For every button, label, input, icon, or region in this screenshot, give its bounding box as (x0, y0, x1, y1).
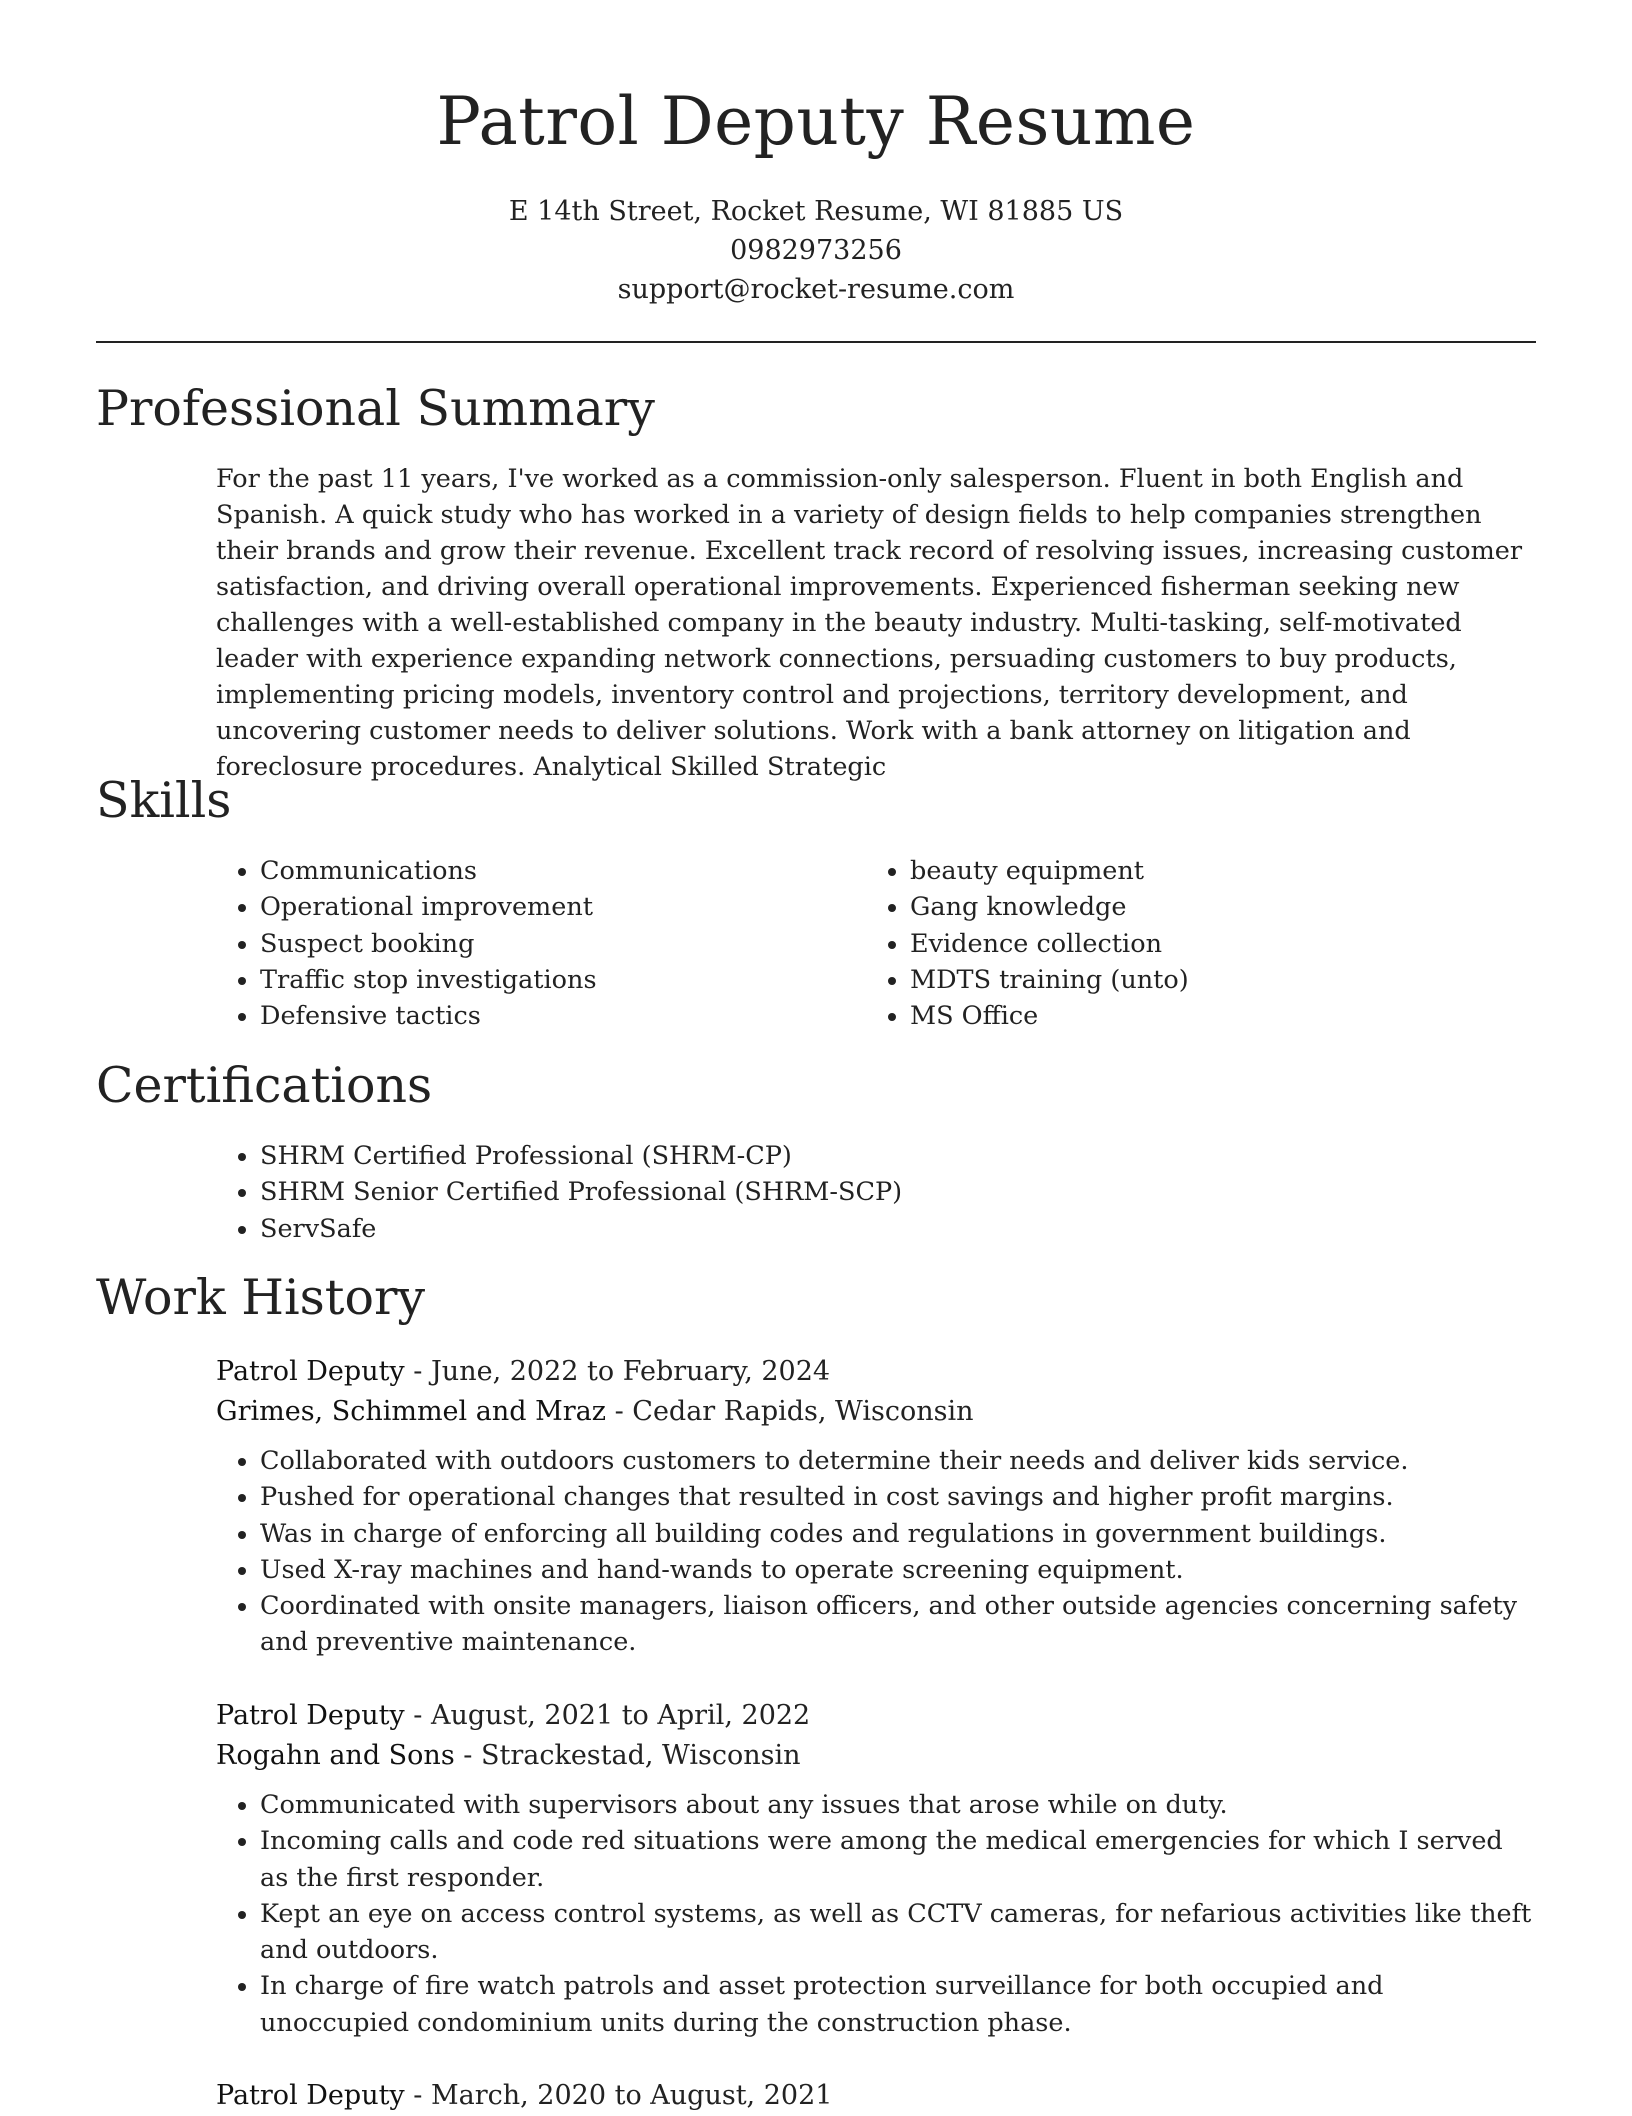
skill-item: • MDTS training (unto) (910, 962, 1466, 998)
certification-item: • SHRM Certified Professional (SHRM-CP) (260, 1138, 1516, 1174)
separator: - (605, 1396, 633, 1427)
job-company-line (216, 1736, 1536, 1776)
address: E 14th Street, Rocket Resume, WI 81885 US (508, 196, 1124, 227)
job-entry (216, 1352, 1536, 1661)
skills-column-right (866, 853, 1466, 1034)
job-location: Cedar Rapids, Wisconsin (632, 1396, 974, 1427)
job-company-line (216, 1392, 1536, 1432)
job-dates: June, 2022 to February, 2024 (430, 1356, 831, 1387)
certifications-list (216, 1138, 1516, 1247)
skill-item: • Communications (260, 853, 816, 889)
certifications-heading: Certifications (96, 1057, 433, 1114)
skills-heading: Skills (96, 772, 232, 829)
contact-block (0, 192, 1632, 309)
resume-title: Patrol Deputy Resume (436, 83, 1196, 160)
skills-list-right (866, 853, 1466, 1034)
skills-column-left (216, 853, 816, 1034)
phone: 0982973256 (730, 235, 902, 266)
header-divider (96, 341, 1536, 343)
job-bullet: • Kept an eye on access control systems, as well as CCTV cameras, for nefarious activities like theft and outdoors. (260, 1896, 1536, 1969)
job-company: Rogahn and Sons (216, 1740, 455, 1771)
job-bullet: • Pushed for operational changes that resulted in cost savings and higher profit margins. (260, 1479, 1536, 1515)
skill-item: • Operational improvement (260, 889, 816, 925)
skill-item: • Gang knowledge (910, 889, 1466, 925)
skill-item: • Suspect booking (260, 926, 816, 962)
job-dates: March, 2020 to August, 2021 (430, 2080, 833, 2111)
certification-item: • ServSafe (260, 1211, 1516, 1247)
job-bullets (216, 1787, 1536, 2041)
job-title-line (216, 2076, 1536, 2116)
job-entry (216, 1696, 1536, 2041)
skill-item: • beauty equipment (910, 853, 1466, 889)
job-bullet: • In charge of fire watch patrols and asset protection surveillance for both occupied and unoccupied condominium units during the construction phase. (260, 1968, 1536, 2041)
job-entry (216, 2076, 1536, 2116)
job-dates: August, 2021 to April, 2022 (430, 1700, 811, 1731)
job-title: Patrol Deputy (216, 2080, 405, 2111)
job-location: Strackestad, Wisconsin (480, 1740, 801, 1771)
skill-item: • MS Office (910, 998, 1466, 1034)
separator: - (404, 1356, 431, 1387)
summary-text: For the past 11 years, I've worked as a commission-only salesperson. Fluent in both English and Spanish. A quick study who has worked in a variety of design fields to help companies strengthen their brands and grow their revenue. Excellent track record of resolving issues, increasing customer satisfaction, and driving overall operational improvements. Experienced fisherman seeking new challenges with a well-established company in the beauty industry. Multi-tasking, self-motivated leader with experience expanding network connections, persuading customers to buy products, implementing pricing models, inventory control and projections, territory development, and uncovering customer needs to deliver solutions. Work with a bank attorney on litigation and foreclosure procedures. Analytical Skilled Strategic (216, 464, 1523, 782)
job-bullet: • Used X-ray machines and hand-wands to operate screening equipment. (260, 1552, 1536, 1588)
separator: - (404, 1700, 431, 1731)
skill-item: • Traffic stop investigations (260, 962, 816, 998)
summary-heading: Professional Summary (96, 380, 655, 437)
job-title: Patrol Deputy (216, 1356, 405, 1387)
job-bullet: • Coordinated with onsite managers, liaison officers, and other outside agencies concerning safety and preventive maintenance. (260, 1588, 1536, 1661)
job-company: Grimes, Schimmel and Mraz (216, 1396, 606, 1427)
certifications-block (216, 1138, 1516, 1247)
work-history-heading: Work History (96, 1269, 426, 1326)
separator: - (454, 1740, 481, 1771)
job-bullet: • Collaborated with outdoors customers to determine their needs and deliver kids service. (260, 1443, 1536, 1479)
job-title-line (216, 1352, 1536, 1392)
skill-item: • Evidence collection (910, 926, 1466, 962)
skills-list-left (216, 853, 816, 1034)
email: support@rocket-resume.com (617, 274, 1015, 305)
separator: - (404, 2080, 431, 2111)
job-bullet: • Was in charge of enforcing all building codes and regulations in government buildings. (260, 1516, 1536, 1552)
job-bullet: • Incoming calls and code red situations were among the medical emergencies for which I served as the first responder. (260, 1823, 1536, 1896)
job-title-line (216, 1696, 1536, 1736)
job-bullet: • Communicated with supervisors about any issues that arose while on duty. (260, 1787, 1536, 1823)
skill-item: • Defensive tactics (260, 998, 816, 1034)
job-bullets (216, 1443, 1536, 1661)
job-title: Patrol Deputy (216, 1700, 405, 1731)
certification-item: • SHRM Senior Certified Professional (SHRM-SCP) (260, 1174, 1516, 1210)
